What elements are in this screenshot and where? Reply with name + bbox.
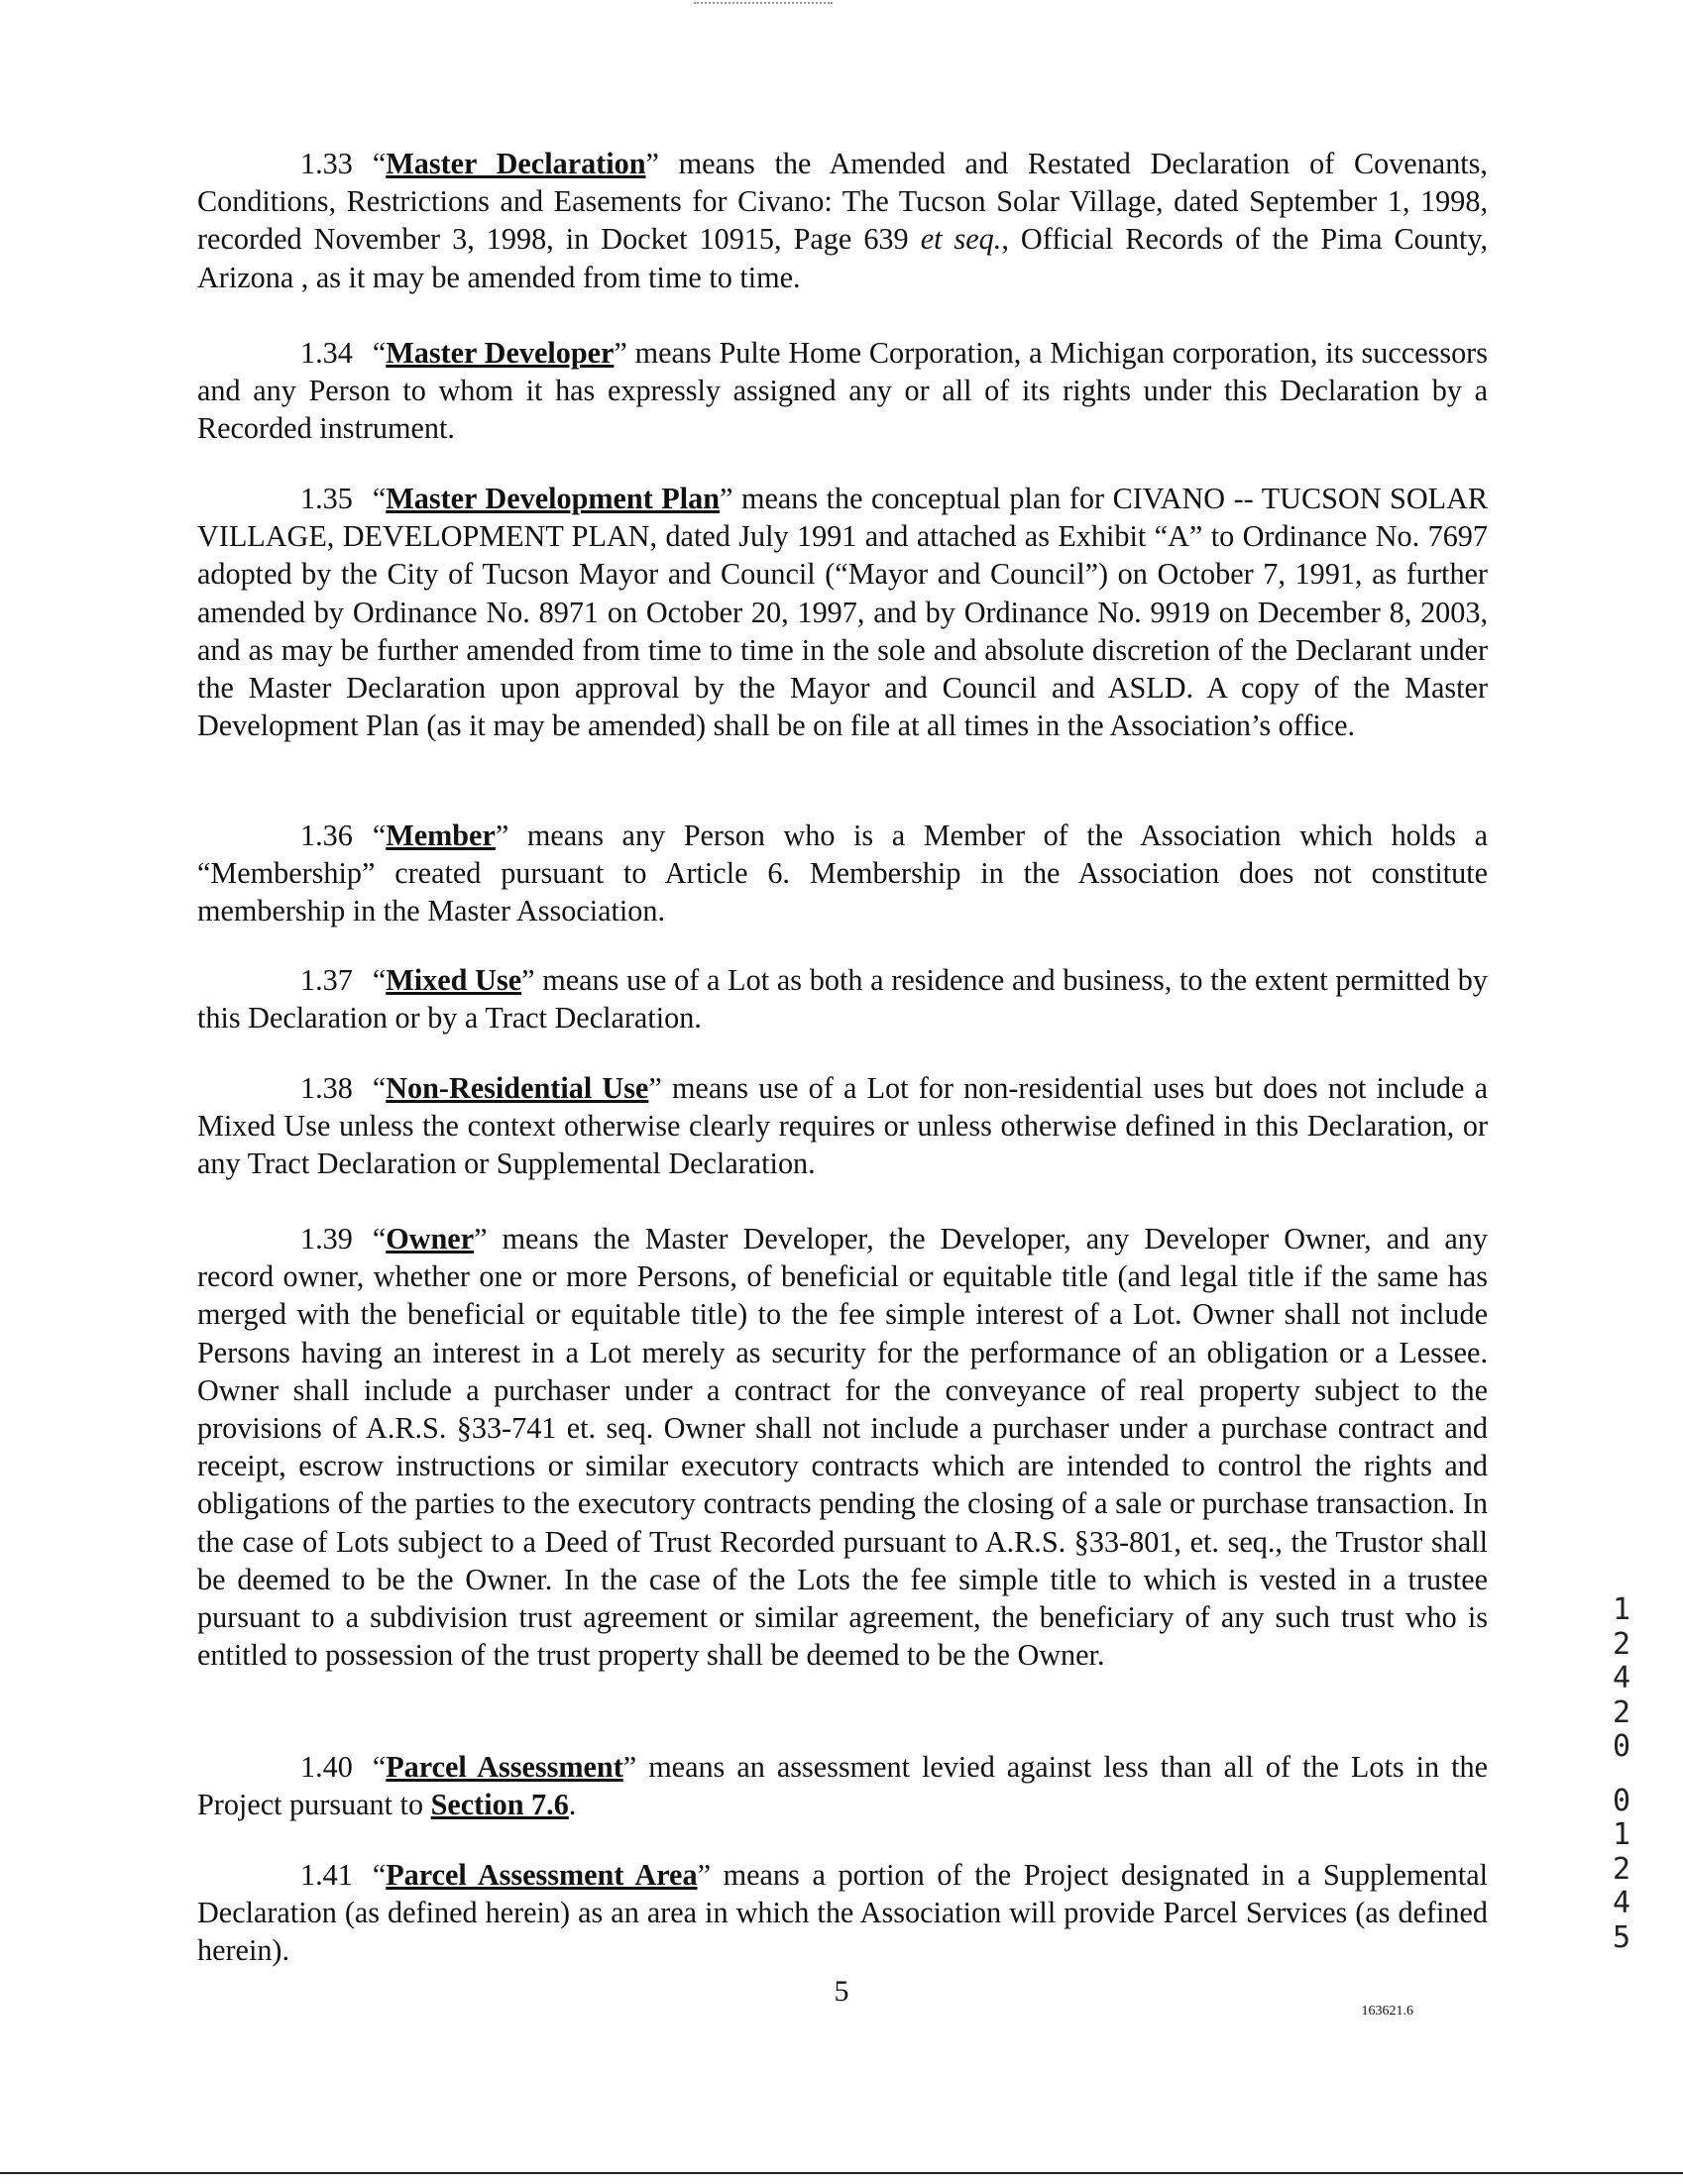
definition-text: means use of a Lot for non-residential uses but does not include a Mixed Use unless the context otherwise clearly requires or unless otherwise defined in this Declaration, or any Tract Declaration or Supplemental Declaration. — [197, 1071, 1488, 1181]
stamp-digit: 1 — [1612, 1817, 1631, 1852]
definition-text: means use of a Lot as both a residence and business, to the extent permitted by this Declaration or by a Tract Declaration. — [197, 963, 1488, 1036]
section-number: 1.41 — [300, 1858, 353, 1892]
section-reference: Section 7.6 — [430, 1788, 569, 1822]
italic-text: et seq. — [920, 222, 1002, 257]
definition-1-40: 1.40 “Parcel Assessment” means an assessment levied against less than all of the Lots in the Project pursuant to Section 7.6. — [197, 1750, 1489, 1822]
stamp-digit: 2 — [1612, 1694, 1631, 1730]
stamp-digit: 2 — [1612, 1626, 1631, 1662]
section-number: 1.34 — [300, 336, 353, 370]
defined-term: Owner — [386, 1222, 475, 1256]
definition-text: . — [568, 1788, 577, 1822]
definition-text: means an assessment levied against less than all of the Lots in the Project pursuant to — [197, 1750, 1489, 1822]
section-number: 1.40 — [300, 1750, 353, 1784]
defined-term: Master Development Plan — [386, 482, 721, 515]
definition-text: means any Person who is a Member of the Association which holds a “Membership” created pursuant to Article 6. Membership in the Association does not constitute membership in the Master Association. — [197, 819, 1488, 928]
section-number: 1.39 — [300, 1222, 353, 1256]
side-stamp-number — [1610, 1593, 1633, 1955]
defined-term: Member — [386, 819, 496, 852]
stamp-gap — [1610, 1765, 1633, 1785]
stamp-digit: 5 — [1612, 1919, 1631, 1955]
definition-1-35: 1.35 “Master Development Plan” means the conceptual plan for CIVANO -- TUCSON SOLAR VILLAGE, DEVELOPMENT PLAN, dated July 1991 and attached as Exhibit “A” to Ordinance No. 7697 adopted by the City of Tucson Mayor and Council (“Mayor and Council”) on October 7, 1991, as further amended by Ordinance No. 8971 on October 20, 1997, and by Ordinance No. 9919 on December 8, 2003, and as may be further amended from time to time in the sole and absolute discretion of the Declarant under the Master Declaration upon approval by the Mayor and Council and ASLD. A copy of the Master Development Plan (as it may be amended) shall be on file at all times in the Association’s office. — [197, 482, 1488, 743]
definition-text: means a portion of the Project designated in a Supplemental Declaration (as defined herein) as an area in which the Association will provide Parcel Services (as defined herein). — [197, 1858, 1489, 1968]
stamp-digit: 1 — [1612, 1592, 1631, 1627]
defined-term: Parcel Assessment — [386, 1750, 623, 1784]
definition-text: , Official Records of the Pima County, Arizona , as it may be amended from time to time. — [197, 222, 1489, 294]
scan-edge-line — [0, 2172, 1683, 2174]
definition-text: means the conceptual plan for CIVANO -- TUCSON SOLAR VILLAGE, DEVELOPMENT PLAN, dated July 1991 and attached as Exhibit “A” to Ordinance No. 7697 adopted by the City of Tucson Mayor and Council (“Mayor and Council”) on October 7, 1991, as further amended by Ordinance No. 8971 on October 20, 1997, and by Ordinance No. 9919 on December 8, 2003, and as may be further amended from time to time in the sole and absolute discretion of the Declarant under the Master Declaration upon approval by the Mayor and Council and ASLD. A copy of the Master Development Plan (as it may be amended) shall be on file at all times in the Association’s office. — [197, 482, 1488, 743]
document-id: 163621.6 — [1361, 2004, 1413, 2019]
page-number: 5 — [834, 1975, 849, 2008]
definition-1-33: 1.33 “Master Declaration” means the Amended and Restated Declaration of Covenants, Conditions, Restrictions and Easements for Civano: The Tucson Solar Village, dated September 1, 1998, recorded November 3, 1998, in Docket 10915, Page 639 et seq., Official Records of the Pima County, Arizona , as it may be amended from time to time. — [197, 147, 1489, 294]
scan-artifact-top — [694, 2, 833, 6]
defined-term: Non-Residential Use — [386, 1071, 649, 1105]
definition-1-37: 1.37 “Mixed Use” means use of a Lot as both a residence and business, to the extent permitted by this Declaration or by a Tract Declaration. — [197, 963, 1488, 1036]
stamp-digit: 0 — [1612, 1783, 1631, 1818]
definition-1-38: 1.38 “Non-Residential Use” means use of a Lot for non-residential uses but does not include a Mixed Use unless the context otherwise clearly requires or unless otherwise defined in this Declaration, or any Tract Declaration or Supplemental Declaration. — [197, 1071, 1488, 1181]
defined-term: Master Developer — [386, 336, 615, 370]
definition-1-39: 1.39 “Owner” means the Master Developer, the Developer, any Developer Owner, and any record owner, whether one or more Persons, of beneficial or equitable title (and legal title if the same has merged with the beneficial or equitable title) to the fee simple interest of a Lot. Owner shall not include Persons having an interest in a Lot merely as security for the performance of an obligation or a Lessee. Owner shall include a purchaser under a contract for the conveyance of real property subject to the provisions of A.R.S. §33-741 et. seq. Owner shall not include a purchaser under a purchase contract and receipt, escrow instructions or similar executory contracts which are intended to control the rights and obligations of the parties to the executory contracts pending the closing of a sale or purchase transaction. In the case of Lots subject to a Deed of Trust Recorded pursuant to A.R.S. §33-801, et. seq., the Trustor shall be deemed to be the Owner. In the case of the Lots the fee simple title to which is vested in a trustee pursuant to a subdivision trust agreement or similar agreement, the beneficiary of any such trust who is entitled to possession of the trust property shall be deemed to be the Owner. — [197, 1222, 1488, 1673]
section-number: 1.35 — [300, 482, 353, 515]
definition-1-36: 1.36 “Member” means any Person who is a Member of the Association which holds a “Membership” created pursuant to Article 6. Membership in the Association does not constitute membership in the Master Association. — [197, 819, 1488, 928]
stamp-digit: 4 — [1612, 1886, 1631, 1920]
section-number: 1.36 — [300, 819, 353, 852]
stamp-digit: 0 — [1612, 1729, 1631, 1764]
definition-text: means Pulte Home Corporation, a Michigan corporation, its successors and any Person to whom it has expressly assigned any or all of its rights under this Declaration by a Recorded instrument. — [197, 336, 1488, 446]
section-number: 1.38 — [300, 1071, 353, 1105]
defined-term: Master Declaration — [386, 147, 646, 180]
definition-1-34: 1.34 “Master Developer” means Pulte Home Corporation, a Michigan corporation, its successors and any Person to whom it has expressly assigned any or all of its rights under this Declaration by a Recorded instrument. — [197, 336, 1488, 446]
section-number: 1.33 — [300, 147, 353, 180]
defined-term: Parcel Assessment Area — [386, 1858, 698, 1892]
stamp-digit: 4 — [1612, 1661, 1631, 1695]
definition-text: means the Amended and Restated Declaration of Covenants, Conditions, Restrictions and Easements for Civano: The Tucson Solar Village, dated September 1, 1998, recorded November 3, 1998, in Docket 10915, Page 639 — [197, 147, 1488, 257]
definition-text: means the Master Developer, the Developer, any Developer Owner, and any record owner, whether one or more Persons, of beneficial or equitable title (and legal title if the same has merged with the beneficial or equitable title) to the fee simple interest of a Lot. Owner shall not include Persons having an interest in a Lot merely as security for the performance of an obligation or a Lessee. Owner shall include a purchaser under a contract for the conveyance of real property subject to the provisions of A.R.S. §33-741 et. seq. Owner shall not include a purchaser under a purchase contract and receipt, escrow instructions or similar executory contracts which are intended to control the rights and obligations of the parties to the executory contracts pending the closing of a sale or purchase transaction. In the case of Lots subject to a Deed of Trust Recorded pursuant to A.R.S. §33-801, et. seq., the Trustor shall be deemed to be the Owner. In the case of the Lots the fee simple title to which is vested in a trustee pursuant to a subdivision trust agreement or similar agreement, the beneficiary of any such trust who is entitled to possession of the trust property shall be deemed to be the Owner. — [197, 1222, 1488, 1673]
defined-term: Mixed Use — [386, 963, 522, 997]
section-number: 1.37 — [300, 963, 353, 997]
stamp-digit: 2 — [1612, 1851, 1631, 1887]
definition-1-41: 1.41 “Parcel Assessment Area” means a portion of the Project designated in a Supplemental Declaration (as defined herein) as an area in which the Association will provide Parcel Services (as defined herein). — [197, 1858, 1489, 1968]
